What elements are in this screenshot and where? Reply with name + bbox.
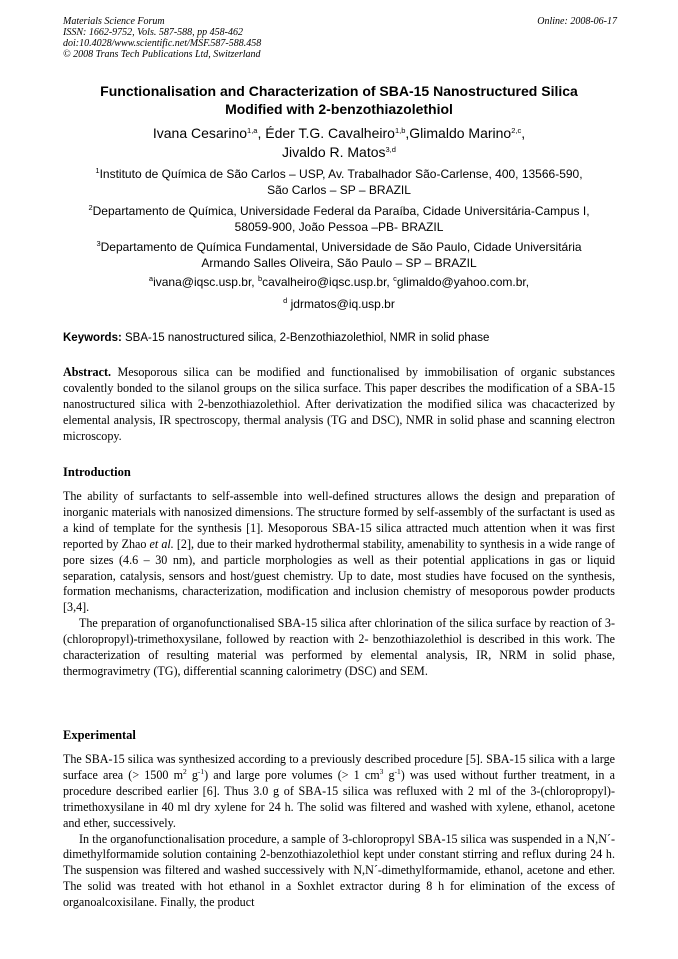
paper-title [40,82,638,118]
affiliation-3-number: 3 [96,239,101,248]
introduction-heading: Introduction [63,465,131,479]
abstract-paragraph [63,365,615,445]
abstract-text: Mesoporous silica can be modified and functionalised by immobilisation of organic substances covalently bonded to the silanol groups on the silica surface. This paper describes the modification of a SBA-15 nanostructured silica with 2-benzothiazolethiol. After derivatization the modified silica was chacacterized by elemental analysis, IR spectroscopy, thermal analysis (TG and DSC), NMR in solid phase and scanning electron microscopy. [63,365,615,443]
experimental-paragraph-1 [63,752,615,832]
affiliation-3-line-2: Armando Salles Oliveira, São Paulo – SP – BRAZIL [201,256,477,270]
journal-name: Materials Science Forum [63,16,165,27]
journal-header [63,16,261,60]
affiliation-1-line-1 [40,166,638,182]
experimental-paragraph-2: In the organofunctionalisation procedure, a sample of 3-chloropropyl SBA-15 silica was suspended in a N,N´-dimethylformamide solution containing 2-benzothiazolethiol kept under constant stirring and reflux during 24 h. The suspension was filtered and washed successively with N,N´-dimethylformamide, ethanol, acetone and ether. The solid was treated with hot ethanol in a Soxhlet extractor during 8 h for elimination of the excess of organoalcoxisilane. Finally, the product [63,831,615,910]
intro-p1-text-b: [2], due to their marked hydrothermal stability, amenability to synthesis in a wide range of pore sizes (4.6 – 30 nm), and particle morphologies as well as their potential applications in gas or liquid separation, catalysis, sensors and host/guest chemistry. Up to date, most studies have focused on the synthesis, formation mechanisms, characterization, modification and inclusion chemistry of mesoporous powder products [3,4]. [63,536,616,615]
author-2-affil: 1,b [394,126,406,135]
online-date: Online: 2008-06-17 [537,16,617,27]
author-3-affil: 2,c [511,126,522,135]
intro-p1-etal: et al. [149,536,174,551]
exp-p1-text-c: ) and large pore volumes (> 1 cm [204,767,380,782]
affiliation-1-line-2: São Carlos – SP – BRAZIL [267,183,411,197]
affiliation-3-line-1 [40,239,638,255]
affiliation-2 [40,203,638,235]
author-4: Jivaldo R. Matos [282,144,386,160]
affiliation-3 [40,239,638,271]
keywords-label: Keywords: [63,332,122,344]
keywords [63,331,615,345]
introduction-body [63,489,615,680]
author-3: ,Glimaldo Marino [405,125,512,141]
email-a-marker: a [148,274,154,283]
author-list [40,124,638,162]
exp-p1-sup-4: -1 [394,766,401,776]
intro-p1-text-a: The ability of surfactants to self-assemble into well-defined structures allows the design and preparation of inorganic materials with nanosized dimensions. The structure formed by self-assembly of the surfactant is used as a kind of template for the synthesis [1]. Mesoporous SBA-15 silica attracted much attention when it was first reported by Zhao [63,489,615,551]
abstract-label: Abstract. [63,365,112,379]
affiliation-1-number: 1 [95,166,100,175]
email-d: jdrmatos@iq.usp.br [287,297,395,311]
exp-p1-sup-2: -1 [197,766,205,776]
affiliation-2-line-2: 58059-900, João Pessoa –PB- BRAZIL [234,220,444,234]
exp-p1-sup-1: 2 [182,766,187,776]
exp-p1-text-a: The SBA-15 silica was synthesized according to a previously described procedure [5]. SBA-15 silica with a large surface area (> 1500 m [63,752,615,782]
affiliation-3-text: Departamento de Química Fundamental, Universidade de São Paulo, Cidade Universitária [100,240,582,254]
experimental-body [63,752,615,911]
email-line-2 [40,296,638,312]
email-a: ivana@iqsc.usp.br, [153,275,258,289]
introduction-paragraph-1 [63,489,615,616]
keywords-text: SBA-15 nanostructured silica, 2-Benzothiazolethiol, NMR in solid phase [121,332,490,344]
title-line-1: Functionalisation and Characterization of SBA-15 Nanostructured Silica [100,83,578,99]
affiliation-2-number: 2 [88,203,93,212]
affiliation-2-line-1 [40,203,638,219]
exp-p1-sup-3: 3 [379,766,384,776]
email-line-1 [40,274,638,290]
doi-line: doi:10.4028/www.scientific.net/MSF.587-588.458 [63,38,262,49]
issn-line: ISSN: 1662-9752, Vols. 587-588, pp 458-462 [63,27,243,38]
affiliation-1 [40,166,638,198]
abstract [63,365,615,445]
email-c: glimaldo@yahoo.com.br, [396,275,530,289]
copyright-line: © 2008 Trans Tech Publications Ltd, Switzerland [63,49,261,60]
email-b: cavalheiro@iqsc.usp.br, [262,275,394,289]
experimental-heading: Experimental [63,728,136,742]
exp-p1-text-d: g [383,767,395,782]
email-c-marker: c [393,274,397,283]
email-b-marker: b [257,274,263,283]
affiliation-2-text: Departamento de Química, Universidade Federal da Paraíba, Cidade Universitária-Campus I, [92,204,590,218]
email-d-marker: d [283,296,288,305]
exp-p1-text-e: ) was used without further treatment, in a procedure described earlier [6]. Thus 3.0 g of SBA-15 silica was refluxed with 2 ml of the 3-(chloropropyl)-trimethoxysilane in 40 ml dry xylene for 24 h. The solid was filtered and washed with xylene, ethanol, acetone and ether, successively. [63,767,615,830]
author-2: , Éder T.G. Cavalheiro [257,125,395,141]
author-1: Ivana Cesarino [152,125,248,141]
author-1-affil: 1,a [247,126,258,135]
authors-line-1 [40,124,638,143]
introduction-paragraph-2: The preparation of organofunctionalised SBA-15 silica after chlorination of the silica surface by reaction of 3-(chloropropyl)-trimethoxysilane, followed by reaction with 2- benzothiazolethiol is described in this work. The characterization of resulting material was performed by elemental analysis, IR, NRM in solid phase, thermogravimetry (TG), differential scanning calorimetry (DSC) and SEM. [63,616,615,678]
affiliation-1-text: Instituto de Química de São Carlos – USP, Av. Trabalhador São-Carlense, 400, 13566-590, [99,167,583,181]
author-4-affil: 3,d [385,145,396,154]
title-line-2: Modified with 2-benzothiazolethiol [225,101,453,117]
exp-p1-text-b: g [186,767,198,782]
authors-line-2 [40,143,638,162]
author-3-comma: , [521,125,526,141]
